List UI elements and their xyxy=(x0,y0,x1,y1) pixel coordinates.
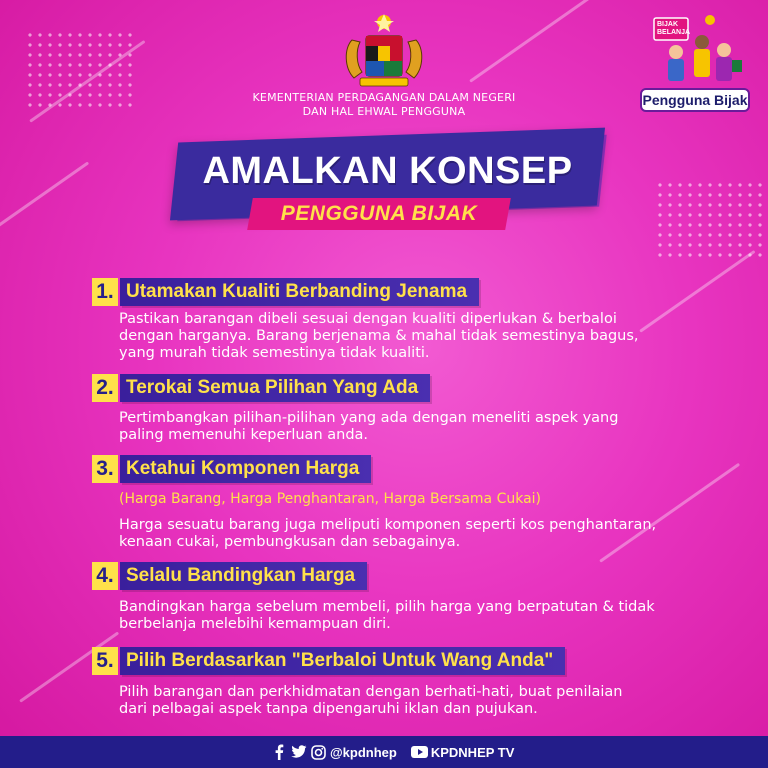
item-description xyxy=(119,684,709,718)
decor-streak xyxy=(0,161,89,232)
item-description-line: Harga sesuatu barang juga meliputi komponen seperti kos penghantaran, xyxy=(119,517,657,533)
item-heading: Pilih Berdasarkan "Berbaloi Untuk Wang Anda" xyxy=(120,647,565,675)
item-description-line: paling memenuhi keperluan anda. xyxy=(119,427,369,443)
item-description xyxy=(119,410,709,444)
item-description-line: dari pelbagai aspek tanpa dipengaruhi iklan dan pujukan. xyxy=(119,701,538,717)
item-description-line: yang murah tidak semestinya tidak kualiti. xyxy=(119,345,430,361)
item-note: (Harga Barang, Harga Penghantaran, Harga Bersama Cukai) xyxy=(119,491,542,507)
ministry-name xyxy=(214,91,554,119)
item-description-line: berbelanja melebihi kemampuan diri. xyxy=(119,616,391,632)
item-heading: Utamakan Kualiti Berbanding Jenama xyxy=(120,278,479,306)
item-description xyxy=(119,599,709,633)
item-description-line: Pastikan barangan dibeli sesuai dengan kualiti diperlukan & berbaloi xyxy=(119,311,617,327)
item-description-line: dengan harganya. Barang berjenama & mahal tidak semestinya bagus, xyxy=(119,328,639,344)
item-number: 1. xyxy=(92,278,118,306)
item-description-line: Pilih barangan dan perkhidmatan dengan berhati-hati, buat penilaian xyxy=(119,684,623,700)
youtube-icon[interactable] xyxy=(411,744,428,761)
decor-streak xyxy=(469,0,602,83)
item-description-line: Pertimbangkan pilihan-pilihan yang ada dengan meneliti aspek yang xyxy=(119,410,619,426)
facebook-icon[interactable] xyxy=(270,744,287,761)
coat-of-arms-logo xyxy=(334,12,434,92)
badge-label: Pengguna Bijak xyxy=(640,88,750,112)
item-number: 5. xyxy=(92,647,118,675)
item-number: 3. xyxy=(92,455,118,483)
item-heading: Terokai Semua Pilihan Yang Ada xyxy=(120,374,430,402)
subtitle: PENGGUNA BIJAK xyxy=(280,202,478,225)
item-description-line: kenaan cukai, pembungkusan dan sebagainya. xyxy=(119,534,461,550)
social-links xyxy=(270,743,514,761)
social-handle[interactable]: @kpdnhep xyxy=(330,744,397,760)
item-heading: Selalu Bandingkan Harga xyxy=(120,562,367,590)
item-description xyxy=(119,517,709,551)
item-number: 4. xyxy=(92,562,118,590)
youtube-channel-name[interactable]: KPDNHEP TV xyxy=(430,744,515,760)
decor-dots xyxy=(25,30,135,110)
instagram-icon[interactable] xyxy=(310,744,327,761)
ministry-name-line2: DAN HAL EHWAL PENGGUNA xyxy=(302,105,466,118)
item-description-line: Bandingkan harga sebelum membeli, pilih harga yang berpatutan & tidak xyxy=(119,599,655,615)
badge-sign-text: BIJAK BELANJA xyxy=(657,21,691,36)
item-heading: Ketahui Komponen Harga xyxy=(120,455,371,483)
ministry-name-line1: KEMENTERIAN PERDAGANGAN DALAM NEGERI xyxy=(252,91,516,104)
twitter-icon[interactable] xyxy=(290,744,307,761)
item-description xyxy=(119,311,709,362)
footer-bar xyxy=(0,736,768,768)
item-number: 2. xyxy=(92,374,118,402)
main-title: AMALKAN KONSEP xyxy=(202,150,573,192)
decor-dots xyxy=(655,180,765,260)
pengguna-bijak-badge xyxy=(640,12,752,108)
